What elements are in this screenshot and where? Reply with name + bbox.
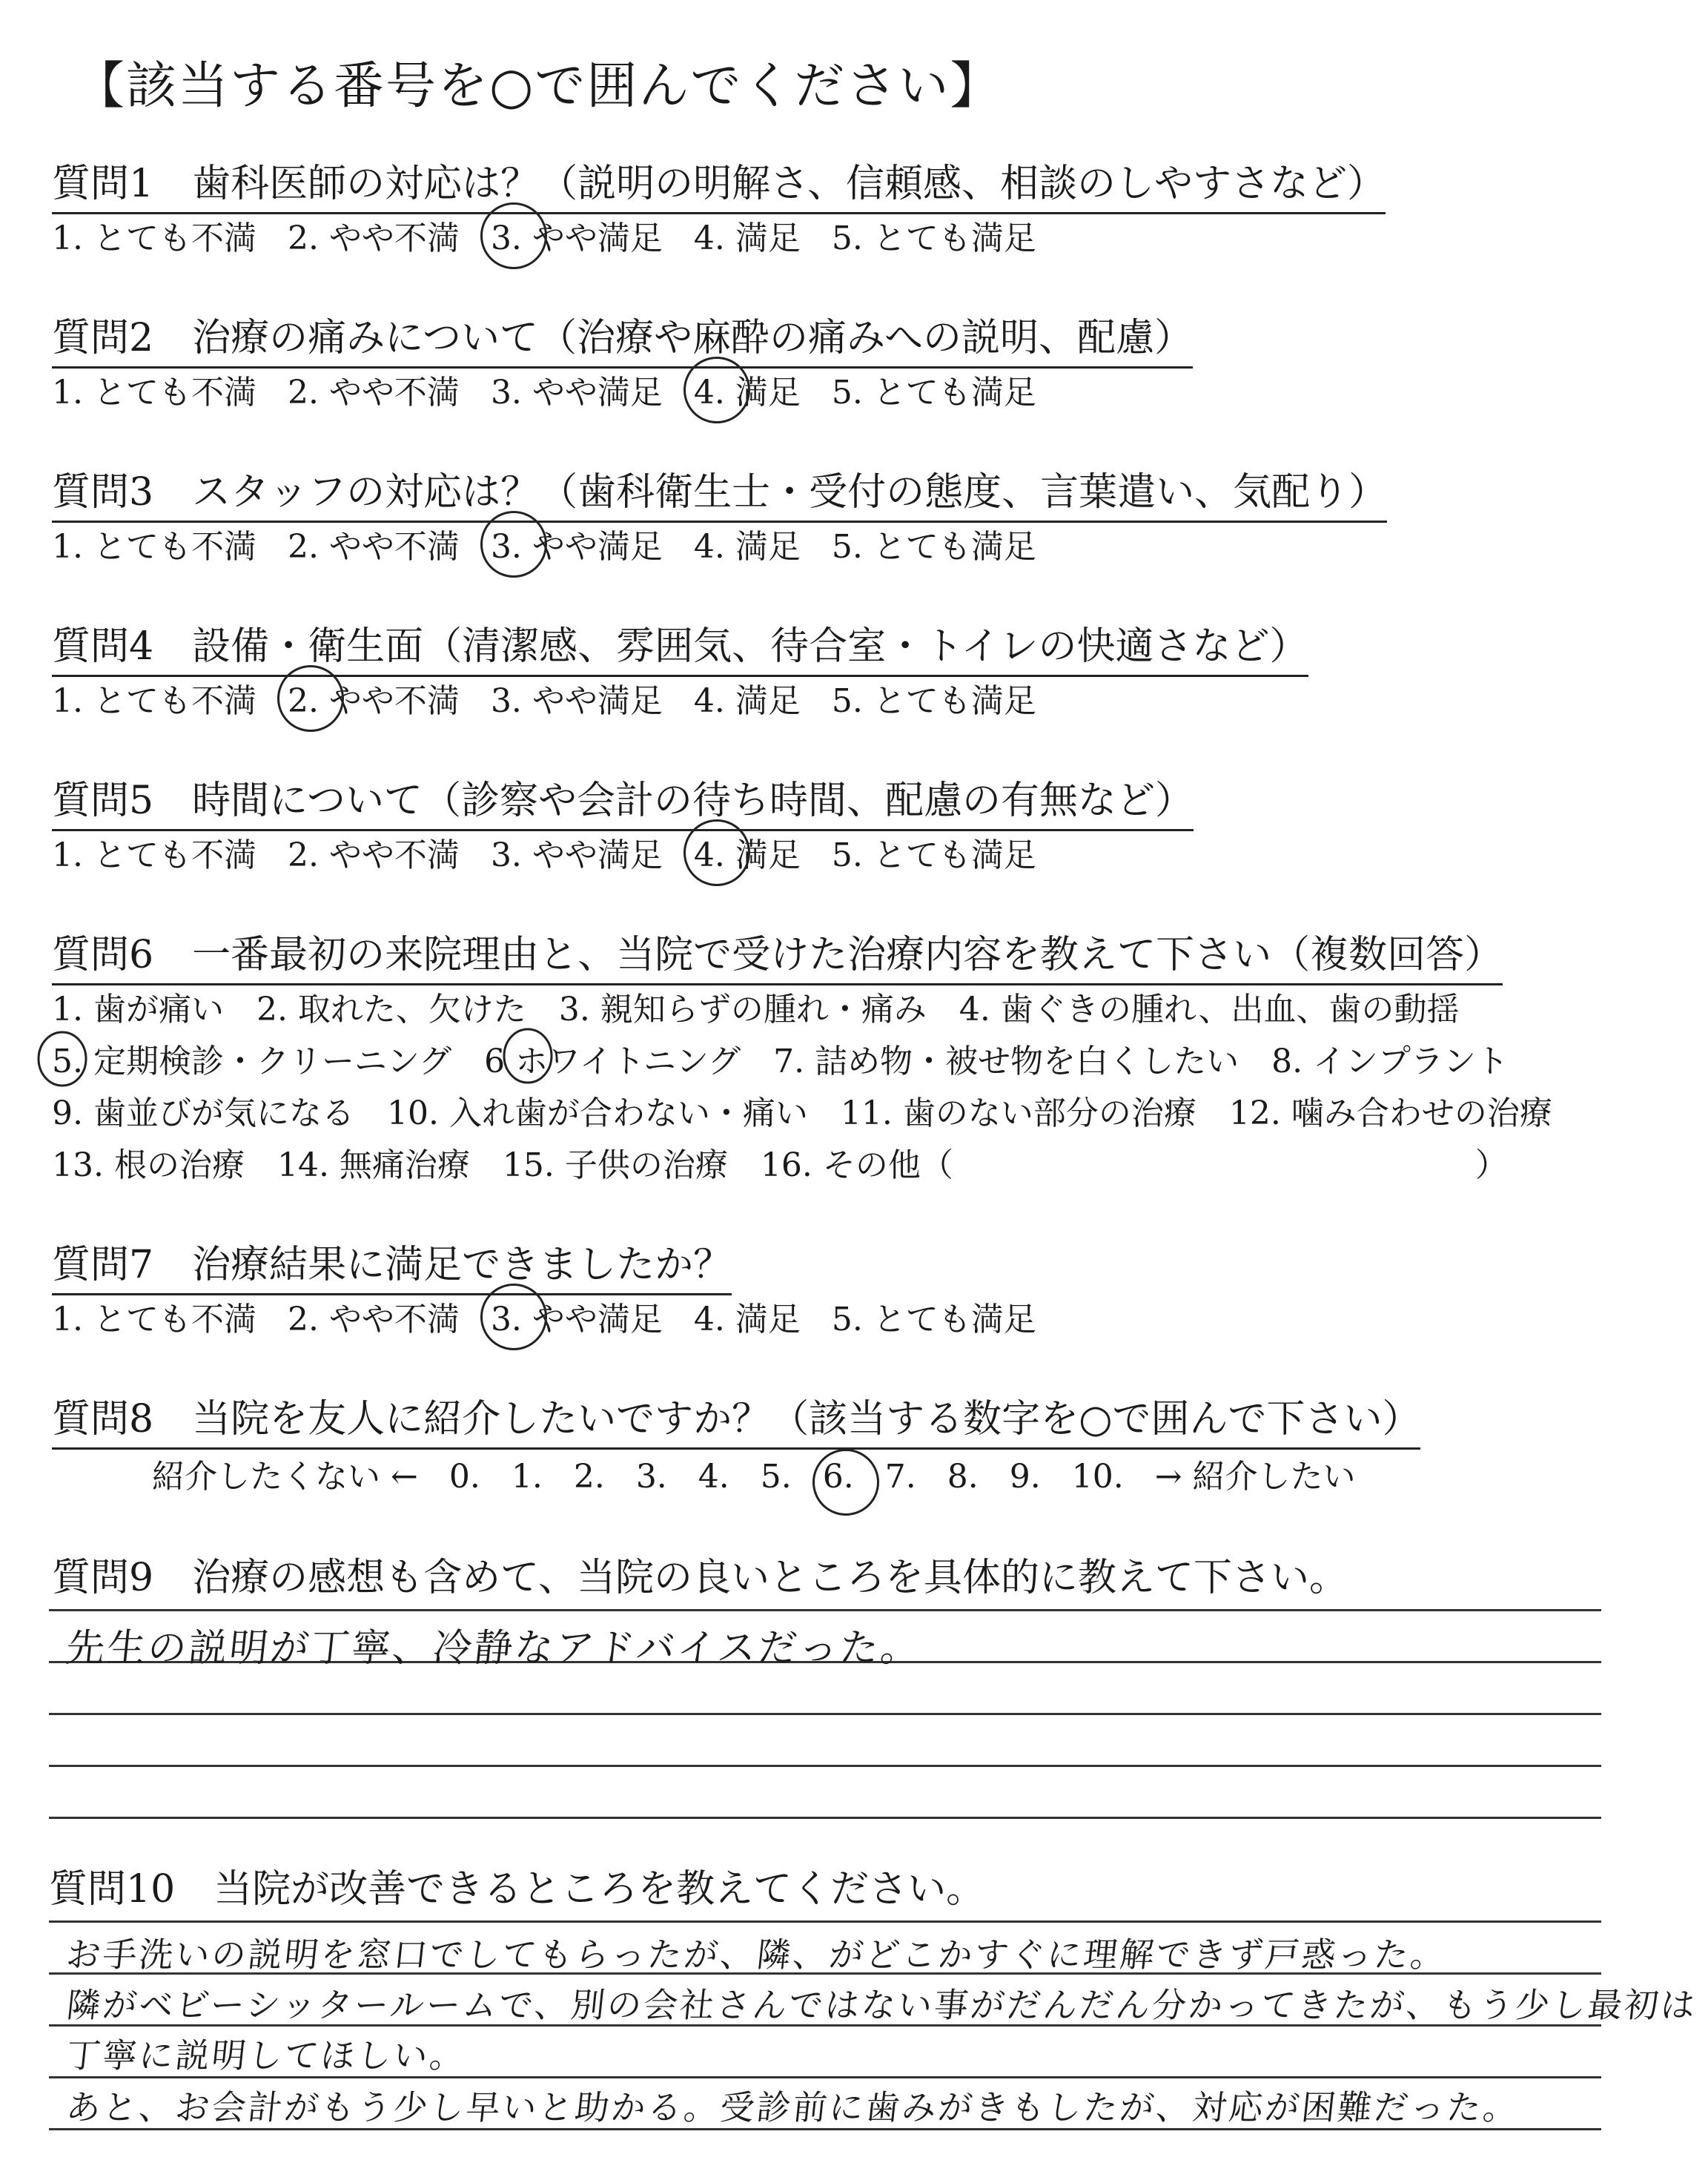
q5-option-5[interactable]: 5. とても満足 xyxy=(831,836,1036,874)
q1-option-2[interactable]: 2. やや不満 xyxy=(287,219,460,257)
q10-handwritten-line-3[interactable]: 丁寧に説明してほしい。 xyxy=(64,2035,469,2075)
q7-option-1[interactable]: 1. とても不満 xyxy=(52,1301,256,1338)
q5-option-4-circled[interactable]: 4. 満足 xyxy=(694,828,801,876)
question-8-scale xyxy=(152,1450,1377,1497)
question-1-label: 質問1 歯科医師の対応は？（説明の明解さ、信頼感、相談のしやすさなど） xyxy=(52,152,1386,214)
q9-handwritten-answer[interactable]: 先生の説明が丁寧、冷静なアドバイスだった。 xyxy=(64,1626,924,1671)
q7-option-4[interactable]: 4. 満足 xyxy=(693,1301,801,1338)
q2-option-5[interactable]: 5. とても満足 xyxy=(831,374,1036,412)
q7-option-5[interactable]: 5. とても満足 xyxy=(831,1301,1036,1338)
q8-scale-4[interactable]: 4. xyxy=(698,1458,729,1496)
q5-option-1[interactable]: 1. とても不満 xyxy=(52,836,256,874)
q10-handwritten-line-2[interactable]: 隣がベビーシッタールームで、別の会社さんではない事がだんだん分かってきたが、もう少し最初は xyxy=(64,1985,1700,2025)
q2-option-1[interactable]: 1. とても不満 xyxy=(52,374,256,412)
q6-option-line-4[interactable]: 13. 根の治療 14. 無痛治療 15. 子供の治療 16. その他（ ） xyxy=(52,1146,1508,1184)
q3-option-2[interactable]: 2. やや不満 xyxy=(287,528,460,566)
q2-option-3[interactable]: 3. やや満足 xyxy=(490,374,663,412)
q8-scale-10[interactable]: 10. xyxy=(1071,1458,1124,1496)
question-9-label: 質問9 治療の感想も含めて、当院の良いところを具体的に教えて下さい。 xyxy=(52,1556,1348,1600)
question-7-label: 質問7 治療結果に満足できましたか？ xyxy=(52,1233,732,1295)
q2-option-4-circled[interactable]: 4. 満足 xyxy=(694,366,801,413)
q4-option-2-circled[interactable]: 2. やや不満 xyxy=(288,674,460,721)
q6-option-line-3[interactable]: 9. 歯並びが気になる 10. 入れ歯が合わない・痛い 11. 歯のない部分の治療 12. 噛み合わせの治療 xyxy=(52,1094,1552,1132)
q8-scale-9[interactable]: 9. xyxy=(1009,1458,1041,1496)
q9-answer-rule-5 xyxy=(49,1817,1601,1819)
q5-option-2[interactable]: 2. やや不満 xyxy=(287,836,460,874)
q8-scale-3[interactable]: 3. xyxy=(635,1458,667,1496)
question-7-options xyxy=(52,1292,1057,1340)
q4-option-4[interactable]: 4. 満足 xyxy=(693,682,801,720)
q8-scale-7[interactable]: 7. xyxy=(884,1458,916,1496)
question-5-label: 質問5 時間について（診察や会計の待ち時間、配慮の有無など） xyxy=(52,769,1194,831)
form-title: 【該当する番号を○で囲んでください】 xyxy=(74,57,1002,116)
q7-option-2[interactable]: 2. やや不満 xyxy=(287,1301,460,1338)
q1-option-4[interactable]: 4. 満足 xyxy=(693,219,801,257)
q2-option-2[interactable]: 2. やや不満 xyxy=(287,374,460,412)
q3-option-5[interactable]: 5. とても満足 xyxy=(831,528,1036,566)
q8-scale-5[interactable]: 5. xyxy=(760,1458,792,1496)
q6-circle-6 xyxy=(504,1029,552,1083)
q1-option-5[interactable]: 5. とても満足 xyxy=(831,219,1036,257)
q1-option-1[interactable]: 1. とても不満 xyxy=(52,219,256,257)
q6-circle-5 xyxy=(39,1032,86,1086)
q8-scale-0[interactable]: 0. xyxy=(448,1458,480,1496)
q10-answer-rule-1 xyxy=(49,1920,1601,1923)
q6-option-line-2[interactable]: 5. 定期検診・クリーニング 6 ホワイトニング 7. 詰め物・被せ物を白くしたい 8. インプラント xyxy=(52,1043,1509,1080)
q8-scale-1[interactable]: 1. xyxy=(511,1458,543,1496)
q9-answer-rule-4 xyxy=(49,1765,1601,1767)
q4-option-5[interactable]: 5. とても満足 xyxy=(831,682,1036,720)
q9-answer-rule-3 xyxy=(49,1713,1601,1715)
q3-option-4[interactable]: 4. 満足 xyxy=(693,528,801,566)
question-4-label: 質問4 設備・衛生面（清潔感、雰囲気、待合室・トイレの快適さなど） xyxy=(52,615,1308,677)
question-8-label: 質問8 当院を友人に紹介したいですか？（該当する数字を○で囲んで下さい） xyxy=(52,1387,1420,1450)
q3-option-1[interactable]: 1. とても不満 xyxy=(52,528,256,566)
q8-scale-6-circled[interactable]: 6. xyxy=(822,1458,854,1496)
question-2-label: 質問2 治療の痛みについて（治療や麻酔の痛みへの説明、配慮） xyxy=(52,306,1193,369)
question-10-label: 質問10 当院が改善できるところを教えてください。 xyxy=(49,1867,985,1912)
q10-handwritten-line-4[interactable]: あと、お会計がもう少し早いと助かる。受診前に歯みがきもしたが、対応が困難だった。 xyxy=(64,2087,1522,2127)
q10-handwritten-line-1[interactable]: お手洗いの説明を窓口でしてもらったが、隣、がどこかすぐに理解できず戸惑った。 xyxy=(64,1935,1449,1975)
q4-option-1[interactable]: 1. とても不満 xyxy=(52,682,256,720)
question-3-label: 質問3 スタッフの対応は？（歯科衛生士・受付の態度、言葉遣い、気配り） xyxy=(52,460,1387,523)
q8-scale-8[interactable]: 8. xyxy=(947,1458,979,1496)
q4-option-3[interactable]: 3. やや満足 xyxy=(490,682,663,720)
q9-answer-rule-1 xyxy=(49,1609,1601,1611)
q7-option-3-circled[interactable]: 3. やや満足 xyxy=(491,1292,663,1340)
question-6-label: 質問6 一番最初の来院理由と、当院で受けた治療内容を教えて下さい（複数回答） xyxy=(52,923,1503,985)
q8-left-label: 紹介したくない ← xyxy=(152,1458,418,1496)
q5-option-3[interactable]: 3. やや満足 xyxy=(490,836,663,874)
q3-option-3-circled[interactable]: 3. やや満足 xyxy=(491,520,663,567)
q6-option-line-1[interactable]: 1. 歯が痛い 2. 取れた、欠けた 3. 親知らずの腫れ・痛み 4. 歯ぐきの腫れ、出血、歯の動揺 xyxy=(52,991,1460,1028)
q8-right-label: → 紹介したい xyxy=(1154,1458,1356,1496)
q8-scale-2[interactable]: 2. xyxy=(573,1458,605,1496)
q1-option-3-circled[interactable]: 3. やや満足 xyxy=(491,211,663,259)
